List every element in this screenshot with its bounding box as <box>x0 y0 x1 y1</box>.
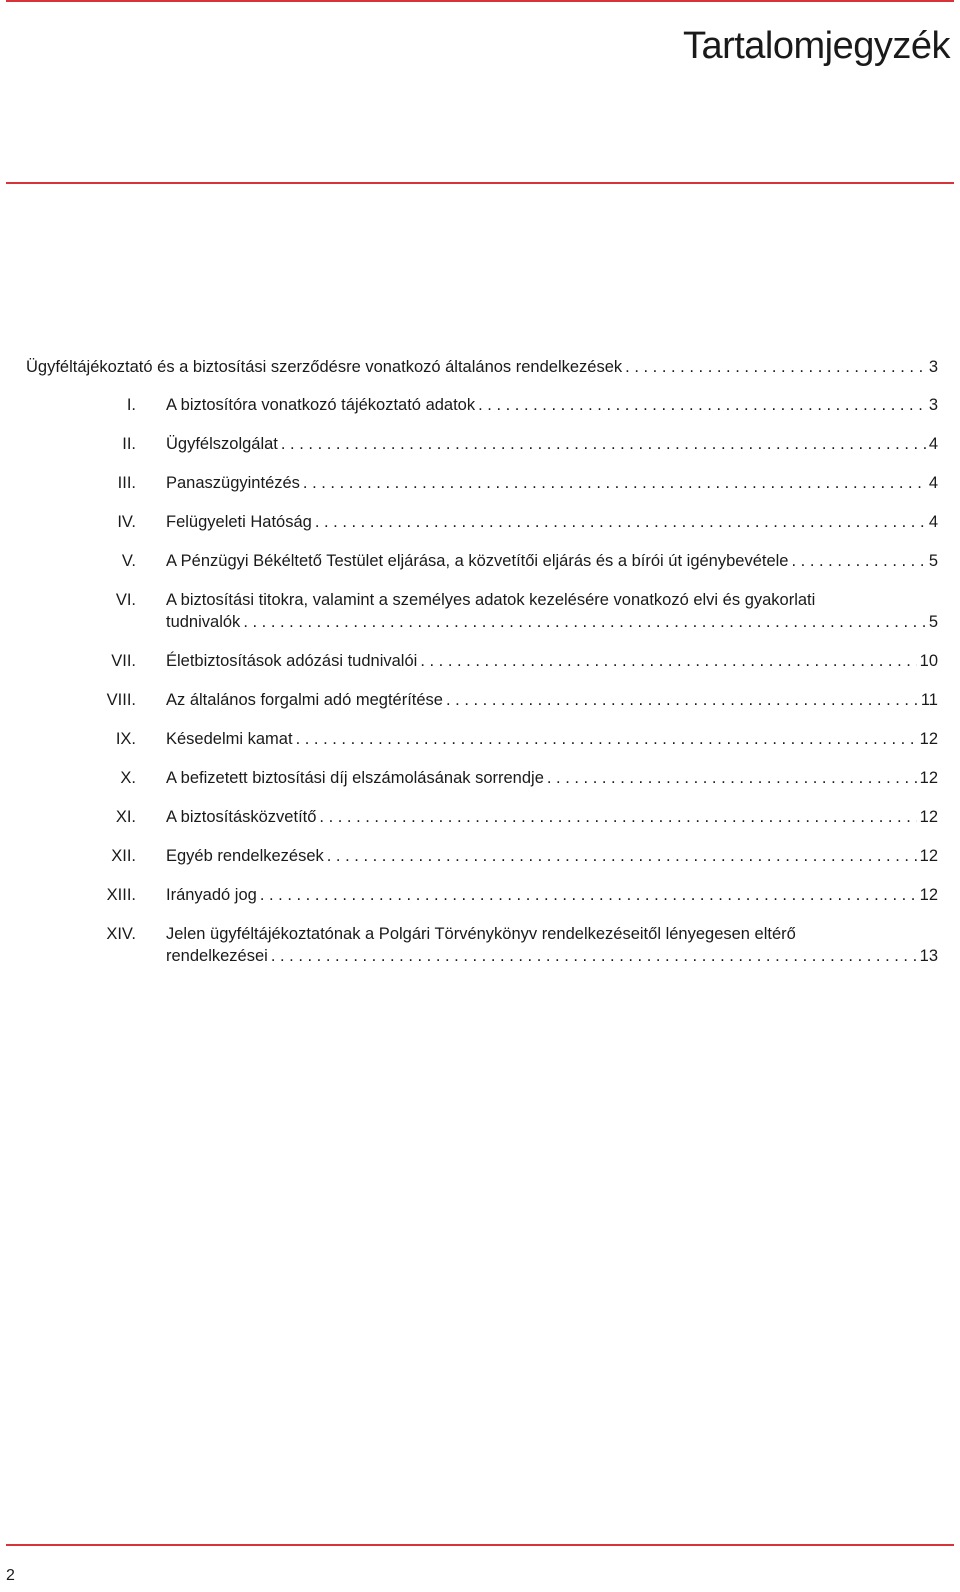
toc-entry-number: XIV. <box>106 925 136 943</box>
toc-entry-title-line2: rendelkezései <box>166 947 268 965</box>
toc-leader-dots <box>625 356 926 378</box>
toc-leader-dots <box>446 689 918 711</box>
toc-entry-4[interactable] <box>26 511 950 533</box>
toc-entry-11[interactable] <box>26 806 950 828</box>
toc-entry-page: 13 <box>919 947 938 965</box>
toc-entry-number: XII. <box>111 847 136 865</box>
toc-entry-title: Egyéb rendelkezések <box>166 847 324 865</box>
toc-entry-5[interactable] <box>26 550 950 572</box>
toc-entry-title: Az általános forgalmi adó megtérítése <box>166 691 443 709</box>
toc-leader-dots <box>303 472 926 494</box>
toc-entry-9[interactable] <box>26 728 950 750</box>
toc-leader-dots <box>547 767 917 789</box>
toc-entry-number: IV. <box>117 513 136 531</box>
toc-entry-title: A Pénzügyi Békéltető Testület eljárása, a közvetítői eljárás és a bírói út igénybevétele <box>166 552 789 570</box>
toc-leader-dots <box>319 806 916 828</box>
header-rule <box>6 182 954 184</box>
toc-entry-title: Életbiztosítások adózási tudnivalói <box>166 652 418 670</box>
toc-entry-number: XIII. <box>106 886 136 904</box>
toc-entry-1[interactable] <box>26 394 950 416</box>
toc-entry-number: VI. <box>115 591 136 609</box>
toc-entry-number: V. <box>121 552 136 570</box>
toc-leader-dots <box>327 845 917 867</box>
toc-entry-8[interactable] <box>26 689 950 711</box>
toc-entry-page: 12 <box>919 847 938 865</box>
toc-entry-2[interactable] <box>26 433 950 455</box>
toc-entry-number: VII. <box>111 652 136 670</box>
toc-entry-13[interactable] <box>26 884 950 906</box>
page-title: Tartalomjegyzék <box>682 25 950 67</box>
toc-entry-7[interactable] <box>26 650 950 672</box>
toc-entry-title-line1: A biztosítási titokra, valamint a személyes adatok kezelésére vonatkozó elvi és gyakorlati <box>166 591 816 609</box>
toc-entry-3[interactable] <box>26 472 950 494</box>
toc-entry-number: I. <box>126 396 136 414</box>
toc-entry-title-line2: tudnivalók <box>166 613 241 631</box>
toc-leader-dots <box>791 550 925 572</box>
toc-entry-10[interactable] <box>26 767 950 789</box>
toc-entry-page: 11 <box>920 691 938 709</box>
toc-entry-title: Irányadó jog <box>166 886 257 904</box>
toc-entry-page: 4 <box>928 513 938 531</box>
toc-leader-dots <box>243 611 926 633</box>
toc-entry-page: 3 <box>928 396 938 414</box>
page-number: 2 <box>6 1567 15 1584</box>
toc-main-entry[interactable] <box>26 356 950 378</box>
table-of-contents <box>26 356 950 984</box>
toc-entry-title: Ügyfélszolgálat <box>166 435 278 453</box>
toc-entry-number: VIII. <box>106 691 136 709</box>
toc-entry-title: Panaszügyintézés <box>166 474 300 492</box>
toc-main-title: Ügyféltájékoztató és a biztosítási szerződésre vonatkozó általános rendelkezések <box>26 358 623 376</box>
toc-entry-title: A biztosításközvetítő <box>166 808 317 826</box>
toc-entry-page: 4 <box>928 435 938 453</box>
toc-entry-number: X. <box>120 769 136 787</box>
toc-leader-dots <box>420 650 916 672</box>
toc-entry-title: A befizetett biztosítási díj elszámolásának sorrendje <box>166 769 544 787</box>
toc-entry-page: 12 <box>919 730 938 748</box>
toc-entry-title: Késedelmi kamat <box>166 730 293 748</box>
toc-entry-14[interactable] <box>26 923 950 967</box>
toc-entry-number: XI. <box>115 808 136 826</box>
toc-entry-12[interactable] <box>26 845 950 867</box>
toc-entry-page: 5 <box>928 552 938 570</box>
toc-entry-number: II. <box>122 435 136 453</box>
toc-entry-page: 12 <box>919 808 938 826</box>
toc-leader-dots <box>260 884 917 906</box>
toc-entry-6[interactable] <box>26 589 950 633</box>
toc-entry-page: 10 <box>919 652 938 670</box>
top-rule <box>6 0 954 2</box>
footer-rule <box>6 1544 954 1546</box>
toc-entry-page: 12 <box>919 769 938 787</box>
toc-leader-dots <box>296 728 917 750</box>
toc-entry-number: IX. <box>115 730 136 748</box>
toc-entry-title-line1: Jelen ügyféltájékoztatónak a Polgári Törvénykönyv rendelkezéseitől lényegesen eltérő <box>166 925 796 943</box>
toc-entry-page: 5 <box>928 613 938 631</box>
toc-leader-dots <box>315 511 926 533</box>
toc-leader-dots <box>271 945 917 967</box>
toc-leader-dots <box>281 433 926 455</box>
toc-entry-page: 4 <box>928 474 938 492</box>
toc-entry-page: 12 <box>919 886 938 904</box>
toc-main-page: 3 <box>928 358 938 376</box>
toc-entry-number: III. <box>117 474 136 492</box>
toc-entry-title: A biztosítóra vonatkozó tájékoztató adatok <box>166 396 476 414</box>
toc-leader-dots <box>478 394 926 416</box>
toc-entry-title: Felügyeleti Hatóság <box>166 513 312 531</box>
